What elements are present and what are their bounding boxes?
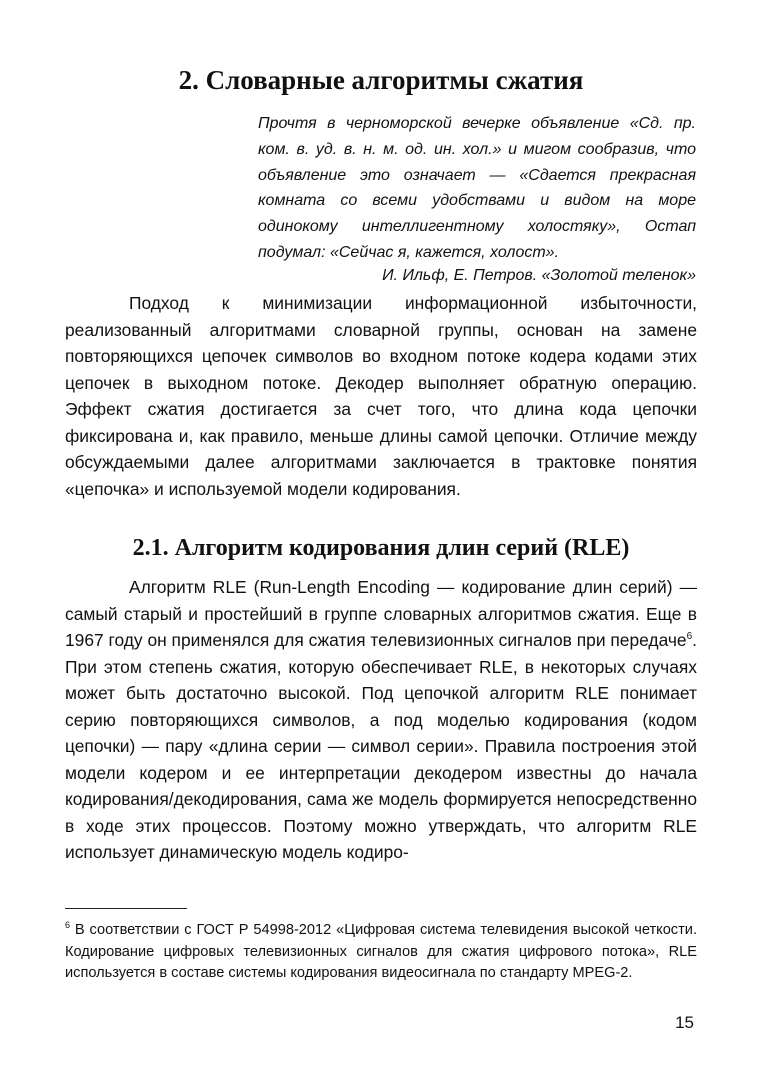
epigraph-quote: Прочтя в черноморской вечерке объявление «Сд. пр. ком. в. уд. в. н. м. од. ин. хол.» и мигом сообразив, что объявление это означает — «Сдается прекрасная комната со всеми удобствами и видом на море одинокому интеллигентному холостяку», Остап подумал: «Сейчас я, кажется, холост».	[258, 115, 696, 261]
intro-paragraph: Подход к минимизации информационной избыточности, реализованный алгоритмами словарной группы, основан на замене повторяющихся цепочек символов во входном потоке кодера кодами этих цепочек в выходном потоке. Декодер выполняет обратную операцию. Эффект сжатия достигается за счет того, что длина кода цепочки фиксирована и, как правило, меньше длины самой цепочки. Отличие между обсуждаемыми далее алгоритмами заключается в трактовке понятия «цепочка» и используемой модели кодирования.	[65, 293, 697, 499]
page-number: 15	[675, 1013, 694, 1032]
section-title: 2.1. Алгоритм кодирования длин серий (RLE)	[132, 535, 630, 561]
epigraph-source: И. Ильф, Е. Петров. «Золотой теленок»	[382, 267, 696, 284]
footnote-text: В соответствии с ГОСТ Р 54998-2012 «Цифровая система телевидения высокой четкости. Кодирование цифровых телевизионных сигналов для сжатия цифрового потока», RLE используется в составе системы кодирования видеосигнала по стандарту MPEG-2.	[65, 922, 697, 982]
footnote	[65, 920, 697, 985]
section-paragraph-part2: . При этом степень сжатия, которую обеспечивает RLE, в некоторых случаях может быть достаточно высокой. Под цепочкой алгоритм RLE понимает серию повторяющихся символов, а под моделью кодирования (кодом цепочки) — пару «длина серии — символ серии». Правила построения этой модели кодером и ее интерпретации декодером известны до начала кодирования/декодирования, сама же модель формируется непосредственно в ходе этих процессов. Поэтому можно утверждать, что алгоритм RLE использует динамическую модель кодиро-	[65, 630, 697, 862]
section-paragraph-part1: Алгоритм RLE (Run-Length Encoding — кодирование длин серий) — самый старый и простейший в группе словарных алгоритмов сжатия. Еще в 1967 году он применялся для сжатия телевизионных сигналов при передаче	[65, 577, 697, 650]
footnote-reference[interactable]: 6	[686, 631, 693, 643]
section-paragraph	[65, 574, 697, 866]
footnote-number: 6	[65, 920, 71, 931]
footnote-divider	[65, 908, 187, 909]
chapter-title: 2. Словарные алгоритмы сжатия	[178, 65, 584, 95]
